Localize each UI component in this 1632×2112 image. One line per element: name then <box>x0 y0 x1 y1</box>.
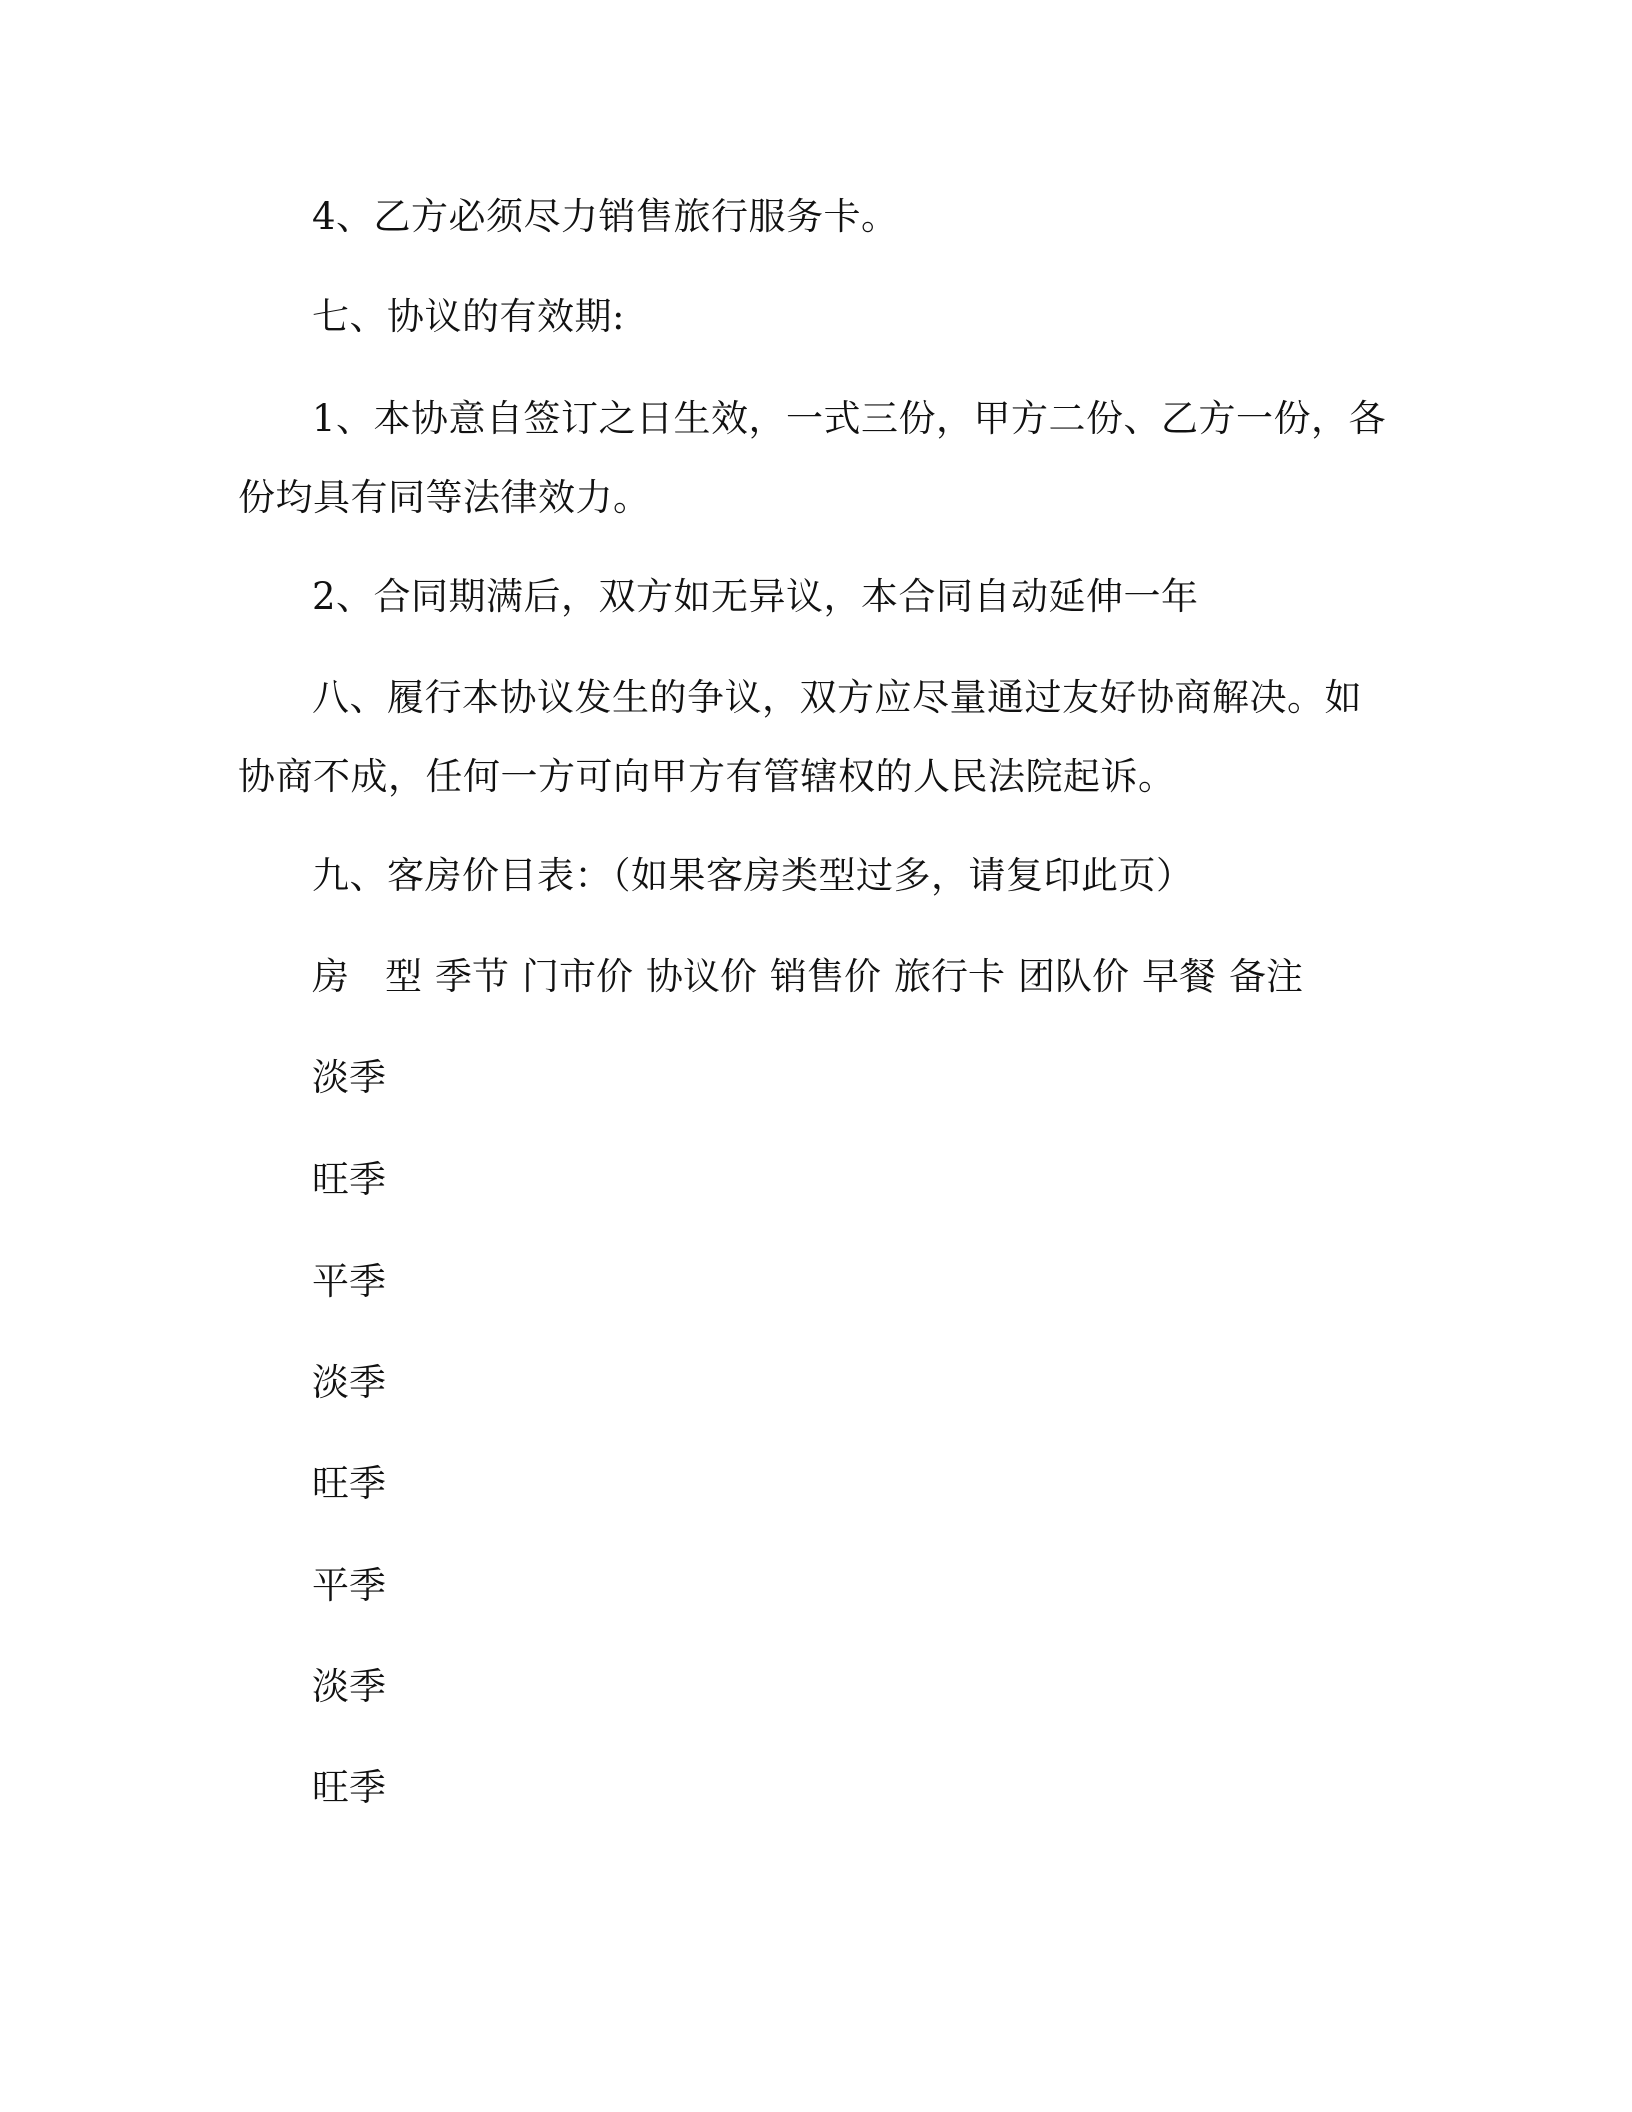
validity-clause-1-line2: 份均具有同等法律效力。 <box>238 476 651 519</box>
table-row-season: 淡季 <box>312 1665 386 1708</box>
header-cell: 房 <box>312 955 349 998</box>
table-row-season: 旺季 <box>312 1766 386 1809</box>
table-row-season: 淡季 <box>312 1361 386 1404</box>
validity-clause-1-line1: 1、本协意自签订之日生效，一式三份，甲方二份、乙方一份，各 <box>312 397 1387 440</box>
header-cell: 协议价 <box>646 955 757 998</box>
section-heading-validity: 七、协议的有效期: <box>312 295 625 338</box>
section-heading-room-rates: 九、客房价目表：（如果客房类型过多，请复印此页） <box>312 854 1194 897</box>
header-cell: 型 <box>385 955 422 998</box>
header-cell: 团队价 <box>1018 955 1129 998</box>
header-cell: 早餐 <box>1142 955 1216 998</box>
table-row-season: 旺季 <box>312 1462 386 1505</box>
header-cell: 销售价 <box>770 955 881 998</box>
header-cell: 备注 <box>1229 955 1303 998</box>
table-row-season: 平季 <box>312 1564 386 1607</box>
clause-item-4: 4、乙方必须尽力销售旅行服务卡。 <box>312 195 899 238</box>
dispute-clause-line1: 八、履行本协议发生的争议，双方应尽量通过友好协商解决。如 <box>312 676 1362 719</box>
header-cell: 旅行卡 <box>894 955 1005 998</box>
dispute-clause-line2: 协商不成，任何一方可向甲方有管辖权的人民法院起诉。 <box>238 755 1176 798</box>
rate-table-header <box>312 955 1316 999</box>
table-row-season: 淡季 <box>312 1056 386 1099</box>
table-row-season: 平季 <box>312 1260 386 1303</box>
header-cell: 门市价 <box>522 955 633 998</box>
table-row-season: 旺季 <box>312 1158 386 1201</box>
header-cell: 季节 <box>435 955 509 998</box>
validity-clause-2: 2、合同期满后，双方如无异议，本合同自动延伸一年 <box>312 575 1199 618</box>
